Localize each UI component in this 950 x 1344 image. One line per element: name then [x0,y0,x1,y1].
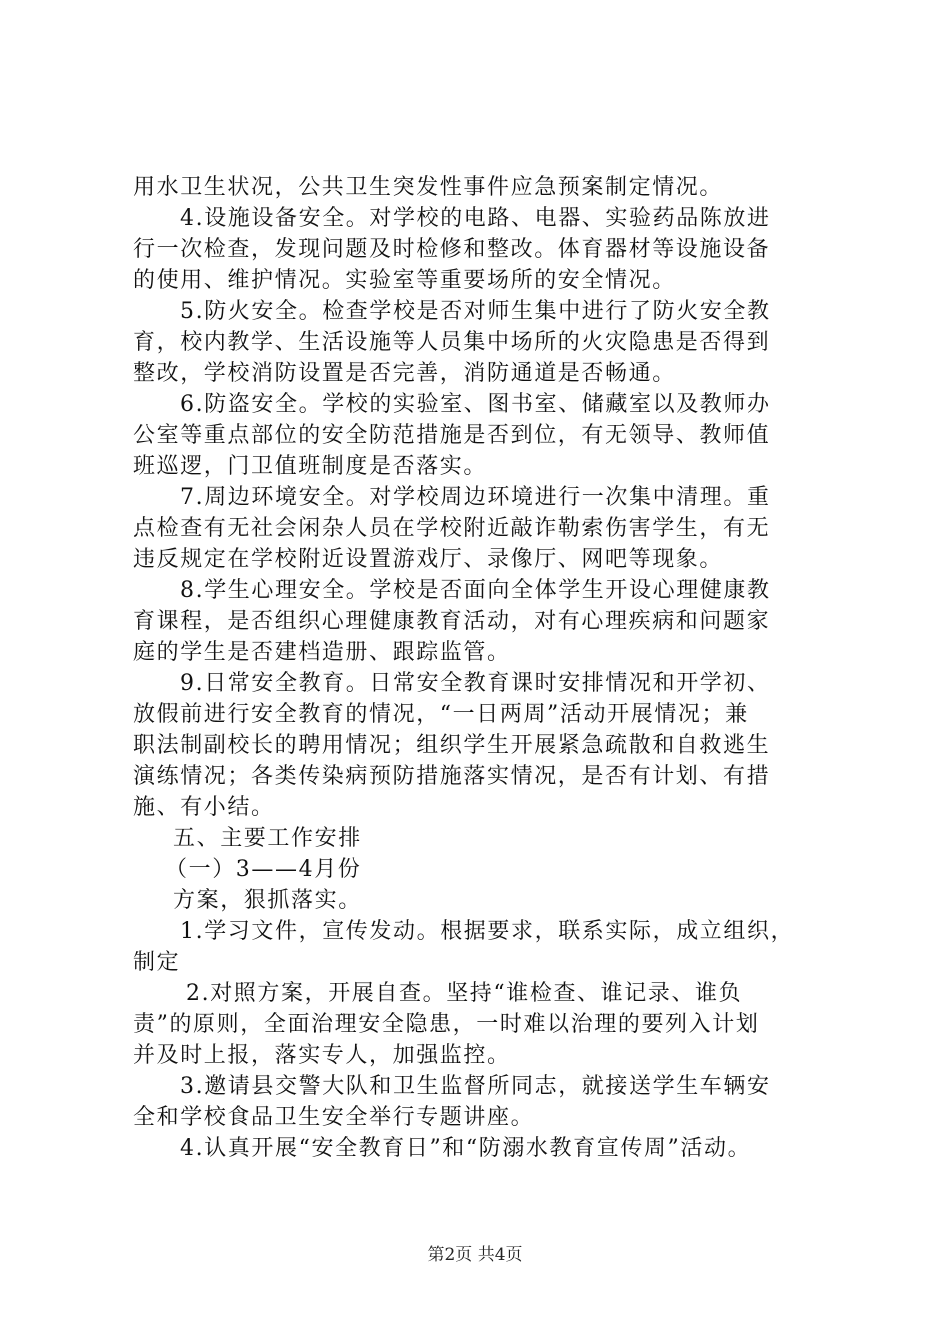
text-line: 8.学生心理安全。学校是否面向全体学生开设心理健康教 [180,578,771,603]
text-line: 整改，学校消防设置是否完善，消防通道是否畅通。 [133,361,676,386]
text-line: 育，校内教学、生活设施等人员集中场所的火灾隐患是否得到 [133,330,771,355]
text-line: 的使用、维护情况。实验室等重要场所的安全情况。 [133,268,676,293]
text-line: 公室等重点部位的安全防范措施是否到位，有无领导、教师值 [133,423,771,448]
section-heading: 五、主要工作安排 [173,826,362,851]
text-line: 1.学习文件，宣传发动。根据要求，联系实际，成立组织， [180,919,795,944]
text-line: 用水卫生状况，公共卫生突发性事件应急预案制定情况。 [133,175,724,200]
text-line: 育课程，是否组织心理健康教育活动，对有心理疾病和问题家 [133,609,771,634]
text-line: 6.防盗安全。学校的实验室、图书室、储藏室以及教师办 [180,392,771,417]
subsection-heading: （一）3——4月份 [165,857,362,882]
text-line: 3.邀请县交警大队和卫生监督所同志，就接送学生车辆安 [180,1074,771,1099]
text-line: 庭的学生是否建档造册、跟踪监管。 [133,640,511,665]
text-line: 并及时上报，落实专人，加强监控。 [133,1043,511,1068]
text-line: 制定 [133,950,181,975]
text-line: 方案，狠抓落实。 [173,888,362,913]
text-line: 全和学校食品卫生安全举行专题讲座。 [133,1105,535,1130]
text-line: 2.对照方案，开展自查。坚持“谁检查、谁记录、谁负 [186,981,743,1006]
text-line: 点检查有无社会闲杂人员在学校附近敲诈勒索伤害学生，有无 [133,516,771,541]
text-line: 演练情况；各类传染病预防措施落实情况，是否有计划、有措 [133,764,771,789]
text-line: 违反规定在学校附近设置游戏厅、录像厅、网吧等现象。 [133,547,724,572]
text-line: 行一次检查，发现问题及时检修和整改。体育器材等设施设备 [133,237,771,262]
document-body [133,172,853,1164]
text-line: 9.日常安全教育。日常安全教育课时安排情况和开学初、 [180,671,771,696]
text-line: 放假前进行安全教育的情况，“一日两周”活动开展情况；兼 [133,702,749,727]
text-line: 4.设施设备安全。对学校的电路、电器、实验药品陈放进 [180,206,771,231]
text-line: 4.认真开展“安全教育日”和“防溺水教育宣传周”活动。 [180,1136,752,1161]
text-line: 班巡逻，门卫值班制度是否落实。 [133,454,488,479]
text-line: 5.防火安全。检查学校是否对师生集中进行了防火安全教 [180,299,771,324]
text-line: 7.周边环境安全。对学校周边环境进行一次集中清理。重 [180,485,771,510]
page-number-footer: 第2页 共4页 [427,1245,523,1265]
text-line: 责”的原则，全面治理安全隐患，一时难以治理的要列入计划 [133,1012,760,1037]
text-line: 施、有小结。 [133,795,275,820]
text-line: 职法制副校长的聘用情况；组织学生开展紧急疏散和自救逃生 [133,733,771,758]
